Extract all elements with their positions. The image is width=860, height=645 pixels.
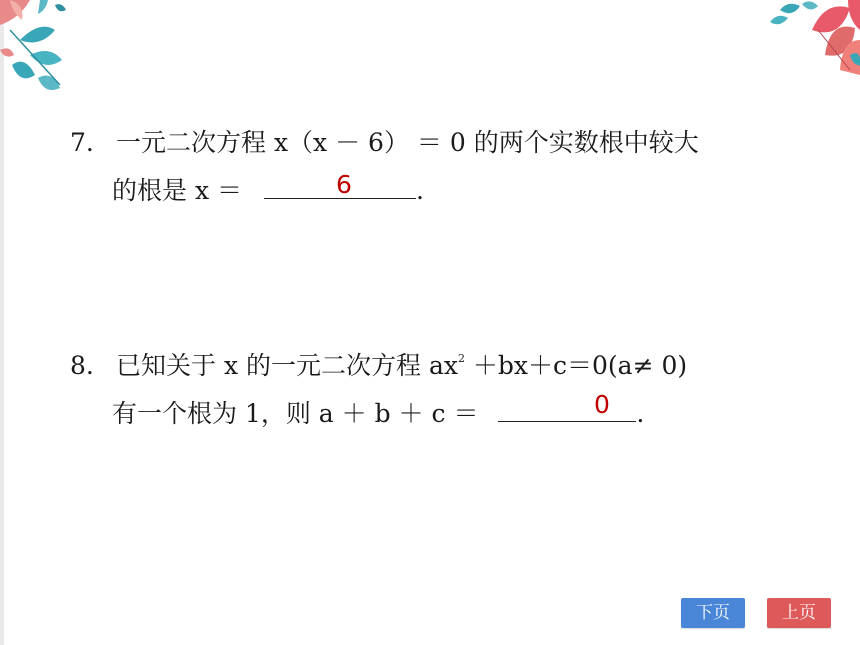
question-text-line-2 xyxy=(112,176,424,203)
leaf-decoration-top-left-icon xyxy=(0,0,80,95)
question-8 xyxy=(70,353,830,433)
question-text-line-1: 一元二次方程 x（x － 6） ＝ 0 的两个实数根中较大 xyxy=(116,128,699,157)
left-border xyxy=(0,0,4,645)
exponent: 2 xyxy=(457,352,465,365)
question-text: 已知关于 x 的一元二次方程 ax xyxy=(116,351,458,380)
next-page-button[interactable]: 下页 xyxy=(681,598,745,628)
question-number: 7. xyxy=(70,128,94,157)
period: . xyxy=(415,176,424,205)
question-text-line-1 xyxy=(116,353,687,378)
question-text: ＋bx＋c＝0(a≠ 0) xyxy=(472,351,688,380)
previous-page-button[interactable]: 上页 xyxy=(767,598,831,628)
answer-value: 0 xyxy=(594,390,610,419)
answer-value: 6 xyxy=(336,170,352,199)
question-text: 的根是 x ＝ xyxy=(112,176,242,205)
question-text-line-2 xyxy=(112,399,644,426)
period: . xyxy=(636,399,645,428)
question-text: 有一个根为 1，则 a ＋ b ＋ c ＝ xyxy=(112,399,479,428)
question-7 xyxy=(70,130,830,210)
answer-blank[interactable] xyxy=(498,399,636,422)
question-number: 8. xyxy=(70,351,94,380)
leaf-decoration-top-right-icon xyxy=(730,0,860,75)
